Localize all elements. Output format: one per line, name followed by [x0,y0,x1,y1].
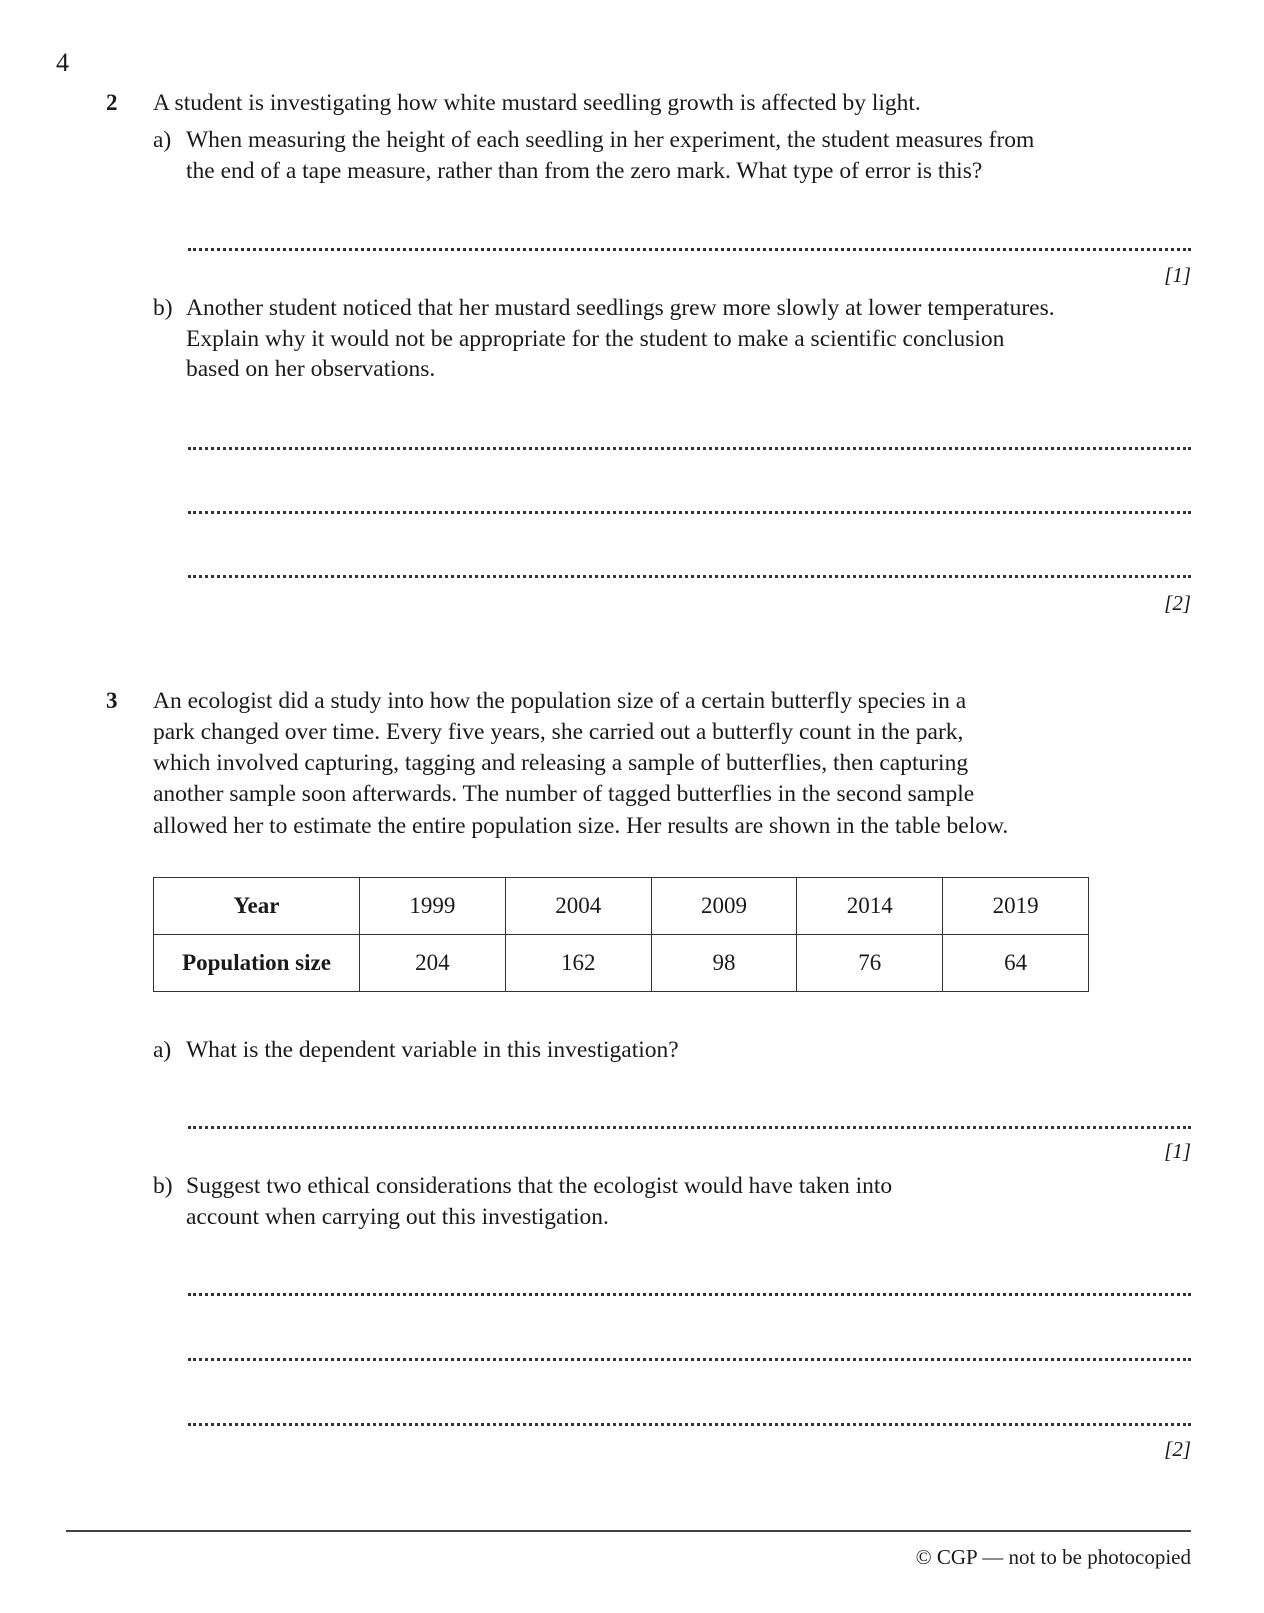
q3a-text: What is the dependent variable in this investigation? [186,1037,679,1063]
results-table [153,877,1089,992]
marks-label: [2] [1164,591,1191,615]
table-cell: 2014 [797,878,943,935]
q2b-text: Explain why it would not be appropriate for the student to make a scientific conclusion [186,326,1005,352]
question-3-stem: park changed over time. Every five years, she carried out a butterfly count in the park, [153,719,964,745]
q2b-text: based on her observations. [186,356,436,382]
answer-line[interactable] [188,1358,1191,1361]
answer-line[interactable] [188,447,1191,450]
q3b-text: account when carrying out this investigation. [186,1204,609,1230]
answer-line[interactable] [188,1293,1191,1296]
answer-line[interactable] [188,248,1191,251]
q3b-label: b) [153,1173,173,1199]
table-cell: 204 [360,935,506,992]
marks-label: [2] [1164,1437,1191,1461]
table-cell: 2019 [943,878,1089,935]
marks-label: [1] [1164,263,1191,287]
q3a-label: a) [153,1037,172,1063]
question-3-stem: An ecologist did a study into how the population size of a certain butterfly species in a [153,688,967,714]
answer-line[interactable] [188,575,1191,578]
table-row [154,878,1089,935]
footer-divider [66,1530,1191,1532]
page-number: 4 [56,48,69,77]
table-cell: 2004 [505,878,651,935]
table-cell: 162 [505,935,651,992]
table-cell: 98 [651,935,797,992]
row-header: Year [154,878,360,935]
table-row [154,935,1089,992]
question-3-number: 3 [106,688,118,713]
question-3-stem: another sample soon afterwards. The number of tagged butterflies in the second sample [153,781,975,807]
q2b-text: Another student noticed that her mustard seedlings grew more slowly at lower temperatures. [186,295,1055,321]
table-cell: 1999 [360,878,506,935]
q2b-label: b) [153,295,173,321]
answer-line[interactable] [188,1126,1191,1129]
q2a-text: When measuring the height of each seedling in her experiment, the student measures from [186,127,1035,153]
copyright-footer: © CGP — not to be photocopied [915,1545,1191,1569]
marks-label: [1] [1164,1139,1191,1163]
question-3-stem: allowed her to estimate the entire population size. Her results are shown in the table below. [153,813,1009,839]
row-header: Population size [154,935,360,992]
q2a-text: the end of a tape measure, rather than from the zero mark. What type of error is this? [186,158,983,184]
answer-line[interactable] [188,1423,1191,1426]
table-cell: 76 [797,935,943,992]
question-2-number: 2 [106,90,118,115]
question-2-stem: A student is investigating how white mustard seedling growth is affected by light. [153,90,921,116]
table-cell: 2009 [651,878,797,935]
q2a-label: a) [153,127,172,153]
question-3-stem: which involved capturing, tagging and releasing a sample of butterflies, then capturing [153,750,969,776]
q3b-text: Suggest two ethical considerations that the ecologist would have taken into [186,1173,893,1199]
table-cell: 64 [943,935,1089,992]
answer-line[interactable] [188,511,1191,514]
